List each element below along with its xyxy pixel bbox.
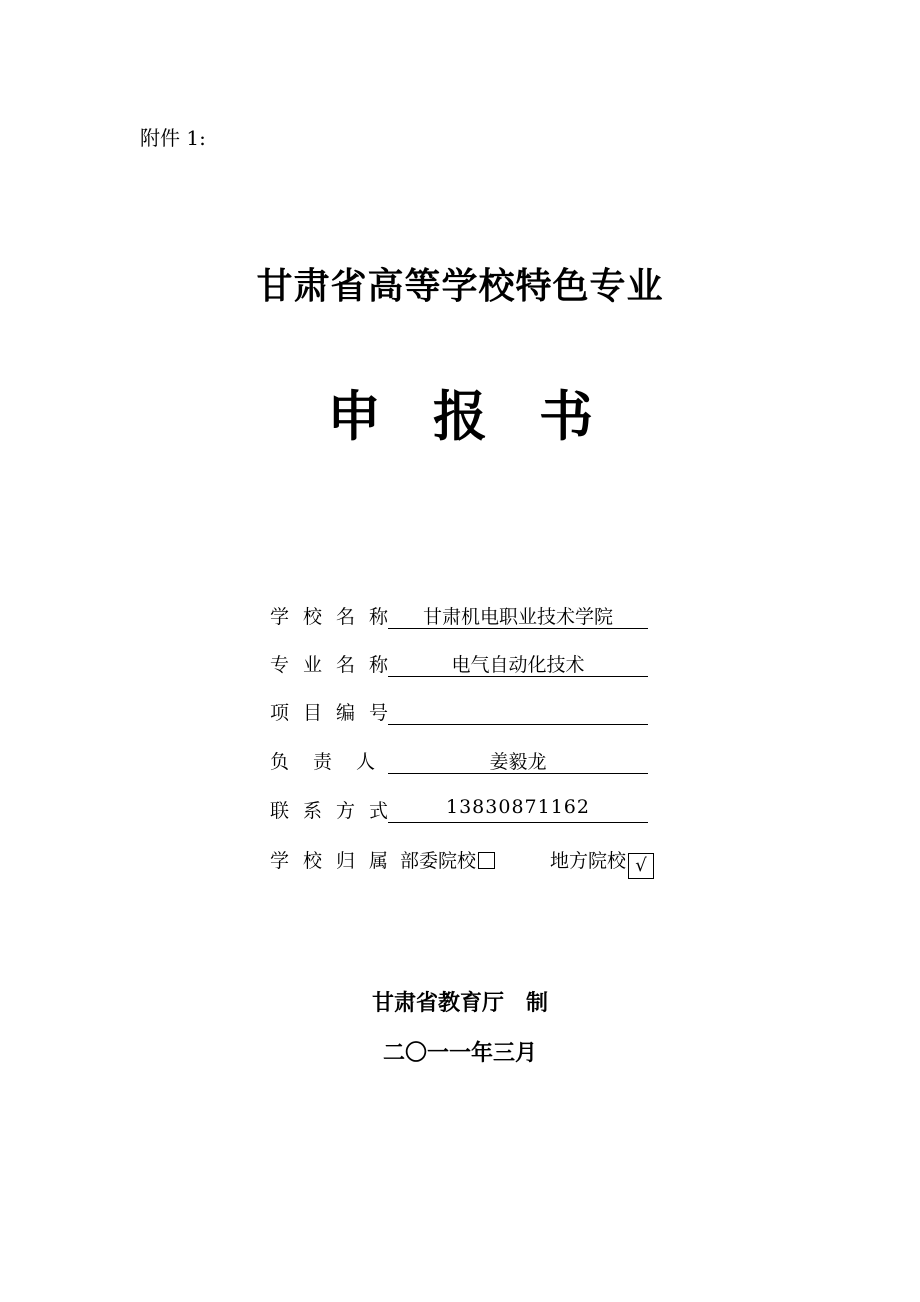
- project-number-label: 项 目 编 号: [270, 702, 388, 724]
- issuer-name: 甘肃省教育厅: [371, 991, 504, 1016]
- contact-label: 联 系 方 式: [270, 800, 388, 822]
- local-checkbox[interactable]: √: [628, 853, 654, 879]
- ministry-checkbox[interactable]: [478, 852, 495, 869]
- issuer-suffix: 制: [526, 991, 549, 1016]
- affiliation-label: 学 校 归 属: [270, 850, 388, 872]
- affiliation-row: [270, 846, 690, 876]
- attachment-label: 附件 1:: [140, 126, 206, 150]
- school-name-label: 学 校 名 称: [270, 606, 388, 628]
- leader-field[interactable]: 姜毅龙: [388, 747, 648, 774]
- option-ministry[interactable]: [400, 846, 495, 873]
- issue-date: 二〇一一年三月: [382, 1041, 537, 1066]
- document-title: 甘肃省高等学校特色专业: [256, 266, 664, 307]
- option-local[interactable]: [550, 846, 654, 879]
- subtitle-char: 报: [433, 384, 487, 448]
- option-local-label: 地方院校: [550, 850, 627, 872]
- major-name-row: [270, 650, 690, 680]
- subtitle-char: 书: [539, 384, 593, 448]
- option-ministry-label: 部委院校: [400, 850, 477, 872]
- project-number-row: [270, 698, 690, 728]
- subtitle-char: 申: [327, 384, 381, 448]
- contact-field[interactable]: 13830871162: [388, 796, 648, 823]
- document-subtitle: [0, 374, 920, 451]
- contact-row: [270, 796, 690, 826]
- school-name-row: [270, 602, 690, 632]
- school-name-field[interactable]: 甘肃机电职业技术学院: [388, 602, 648, 629]
- leader-row: [270, 747, 690, 777]
- major-name-label: 专 业 名 称: [270, 654, 388, 676]
- project-number-field[interactable]: [388, 698, 648, 725]
- major-name-field[interactable]: 电气自动化技术: [388, 650, 648, 677]
- issuer-line: [0, 986, 920, 1017]
- leader-label: 负 责 人: [270, 751, 375, 773]
